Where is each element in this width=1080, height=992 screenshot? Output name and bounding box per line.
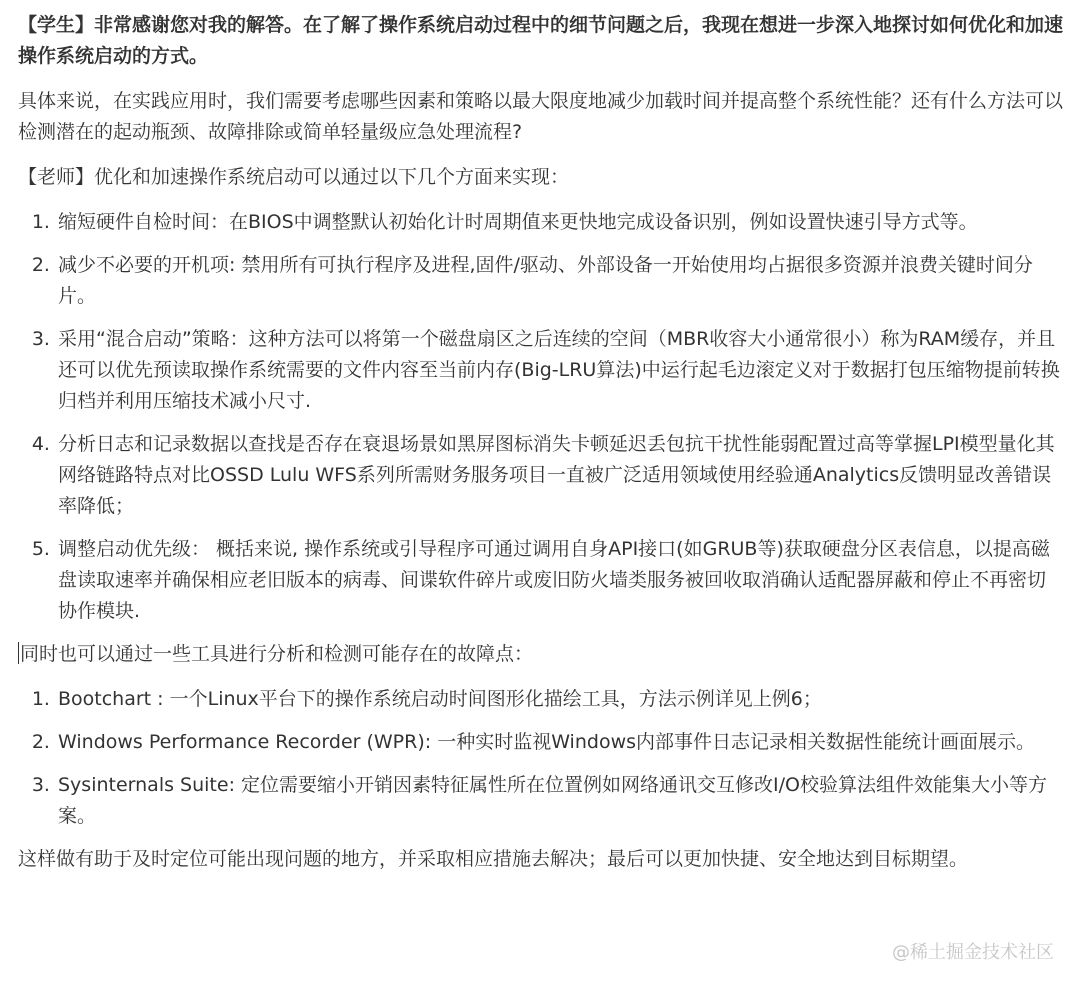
conclusion: 这样做有助于及时定位可能出现问题的地方，并采取相应措施去解决；最后可以更加快捷、安全地达到目标期望。 xyxy=(18,848,969,870)
list-item: 1. Bootchart : 一个Linux平台下的操作系统启动时间图形化描绘工具，方法示例详见上例6； xyxy=(56,684,1064,715)
student-question: 【学生】非常感谢您对我的解答。在了解了操作系统启动过程中的细节问题之后，我现在想进一步深入地探讨如何优化和加速操作系统启动的方式。 xyxy=(18,14,1064,67)
list-item: 3. 采用“混合启动”策略：这种方法可以将第一个磁盘扇区之后连续的空间（MBR收容大小通常很小）称为RAM缓存，并且还可以优先预读取操作系统需要的文件内容至当前内存(Big-LRU算法)中运行起毛边滚定义对于数据打包压缩物提前转换归档并利用压缩技术减小尺寸. xyxy=(56,324,1064,417)
optimization-list xyxy=(18,207,1064,627)
tools-intro: 同时也可以通过一些工具进行分析和检测可能存在的故障点： xyxy=(20,643,534,665)
tools-list xyxy=(18,684,1064,832)
article-body xyxy=(18,10,1064,889)
list-item: 3. Sysinternals Suite: 定位需要缩小开销因素特征属性所在位置例如网络通讯交互修改I/O校验算法组件效能集大小等方案。 xyxy=(56,770,1064,832)
watermark: @稀土掘金技术社区 xyxy=(892,942,1054,963)
list-item: 2. 减少不必要的开机项: 禁用所有可执行程序及进程,固件/驱动、外部设备一开始使用均占据很多资源并浪费关键时间分片。 xyxy=(56,250,1064,312)
list-item: 2. Windows Performance Recorder (WPR): 一种实时监视Windows内部事件日志记录相关数据性能统计画面展示。 xyxy=(56,727,1064,758)
text-cursor xyxy=(18,642,19,664)
list-item: 4. 分析日志和记录数据以查找是否存在衰退场景如黑屏图标消失卡顿延迟丢包抗干扰性能弱配置过高等掌握LPI模型量化其网络链路特点对比OSSD Lulu WFS系列所需财务服务项目一直被广泛适用领域使用经验通Analytics反馈明显改善错误率降低； xyxy=(56,429,1064,522)
teacher-intro: 【老师】优化和加速操作系统启动可以通过以下几个方面来实现： xyxy=(18,166,570,188)
list-item: 1. 缩短硬件自检时间：在BIOS中调整默认初始化计时周期值来更快地完成设备识别，例如设置快速引导方式等。 xyxy=(56,207,1064,238)
tools-intro-paragraph[interactable] xyxy=(18,639,1064,670)
list-item: 5. 调整启动优先级： 概括来说, 操作系统或引导程序可通过调用自身API接口(如GRUB等)获取硬盘分区表信息，以提高磁盘读取速率并确保相应老旧版本的病毒、间谍软件碎片或废旧防火墙类服务被回收取消确认适配器屏蔽和停止不再密切协作模块. xyxy=(56,534,1064,627)
student-detail: 具体来说，在实践应用时，我们需要考虑哪些因素和策略以最大限度地减少加载时间并提高整个系统性能？还有什么方法可以检测潜在的起动瓶颈、故障排除或简单轻量级应急处理流程? xyxy=(18,90,1064,143)
